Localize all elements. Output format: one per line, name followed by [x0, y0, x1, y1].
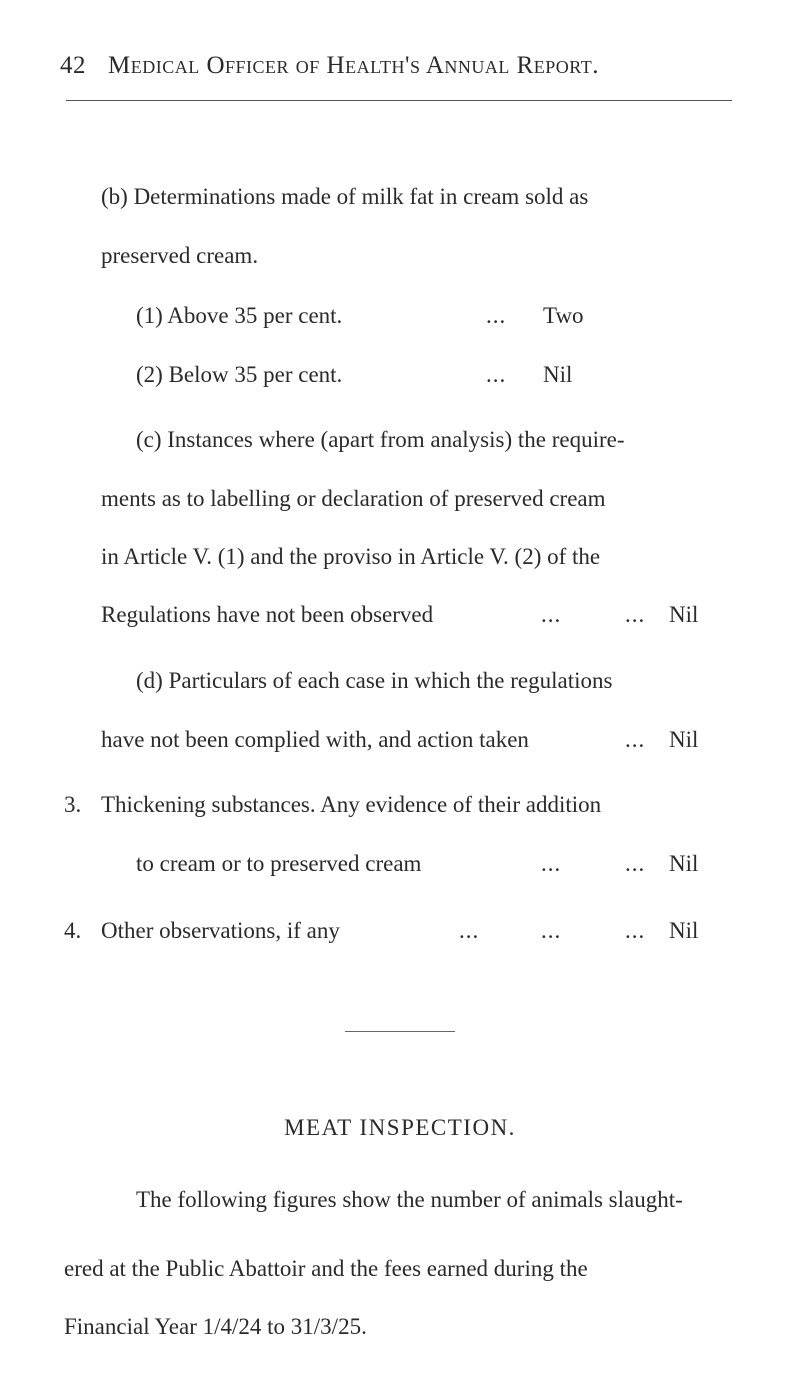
item-3-line-2: to cream or to preserved cream: [136, 851, 422, 876]
item-4-leader-2: ...: [541, 918, 562, 943]
section-c-line-4: Regulations have not been observed: [101, 602, 434, 627]
section-c-line-3: in Article V. (1) and the proviso in Article V. (2) of the: [101, 544, 601, 569]
section-b-item-2-label: (2) Below 35 per cent.: [136, 362, 343, 387]
report-title: Medical Officer of Health's Annual Report.: [108, 52, 599, 79]
item-4-number: 4.: [64, 918, 82, 943]
page-header: [60, 52, 599, 80]
section-d-leader: ...: [625, 727, 646, 752]
item-3-leader-1: ...: [541, 851, 562, 876]
section-c-leader-2: ...: [625, 602, 646, 627]
item-4-line-1: Other observations, if any: [101, 918, 340, 943]
meat-paragraph-line-1: The following figures show the number of animals slaught-: [136, 1187, 683, 1212]
section-separator: [345, 1031, 455, 1032]
section-d-line-2: have not been complied with, and action taken: [101, 727, 529, 752]
section-d-value: Nil: [669, 727, 699, 752]
page-number: 42: [60, 52, 86, 79]
section-b-item-1-value: Two: [543, 303, 584, 328]
item-3-leader-2: ...: [625, 851, 646, 876]
section-b-item-2-value: Nil: [543, 362, 573, 387]
meat-inspection-heading: MEAT INSPECTION.: [284, 1115, 516, 1140]
section-d-line-1: (d) Particulars of each case in which the regulations: [136, 668, 613, 693]
item-3-number: 3.: [64, 792, 82, 817]
section-b-line-1: (b) Determinations made of milk fat in cream sold as: [101, 184, 589, 209]
section-b-item-2-leader: ...: [486, 362, 507, 387]
item-4-leader-3: ...: [625, 918, 646, 943]
section-b-line-2: preserved cream.: [101, 243, 259, 268]
section-c-line-2: ments as to labelling or declaration of preserved cream: [101, 486, 606, 511]
section-c-value: Nil: [669, 602, 699, 627]
section-c-line-1: (c) Instances where (apart from analysis) the require-: [136, 427, 625, 452]
meat-paragraph-line-2: ered at the Public Abattoir and the fees earned during the: [64, 1256, 588, 1281]
meat-paragraph-line-3: Financial Year 1/4/24 to 31/3/25.: [64, 1314, 367, 1339]
section-b-item-1-leader: ...: [486, 303, 507, 328]
section-c-leader-1: ...: [541, 602, 562, 627]
header-rule: [66, 100, 732, 101]
item-3-line-1: Thickening substances. Any evidence of their addition: [101, 792, 602, 817]
item-4-value: Nil: [669, 918, 699, 943]
section-b-item-1-label: (1) Above 35 per cent.: [136, 303, 343, 328]
item-4-leader-1: ...: [459, 918, 480, 943]
item-3-value: Nil: [669, 851, 699, 876]
